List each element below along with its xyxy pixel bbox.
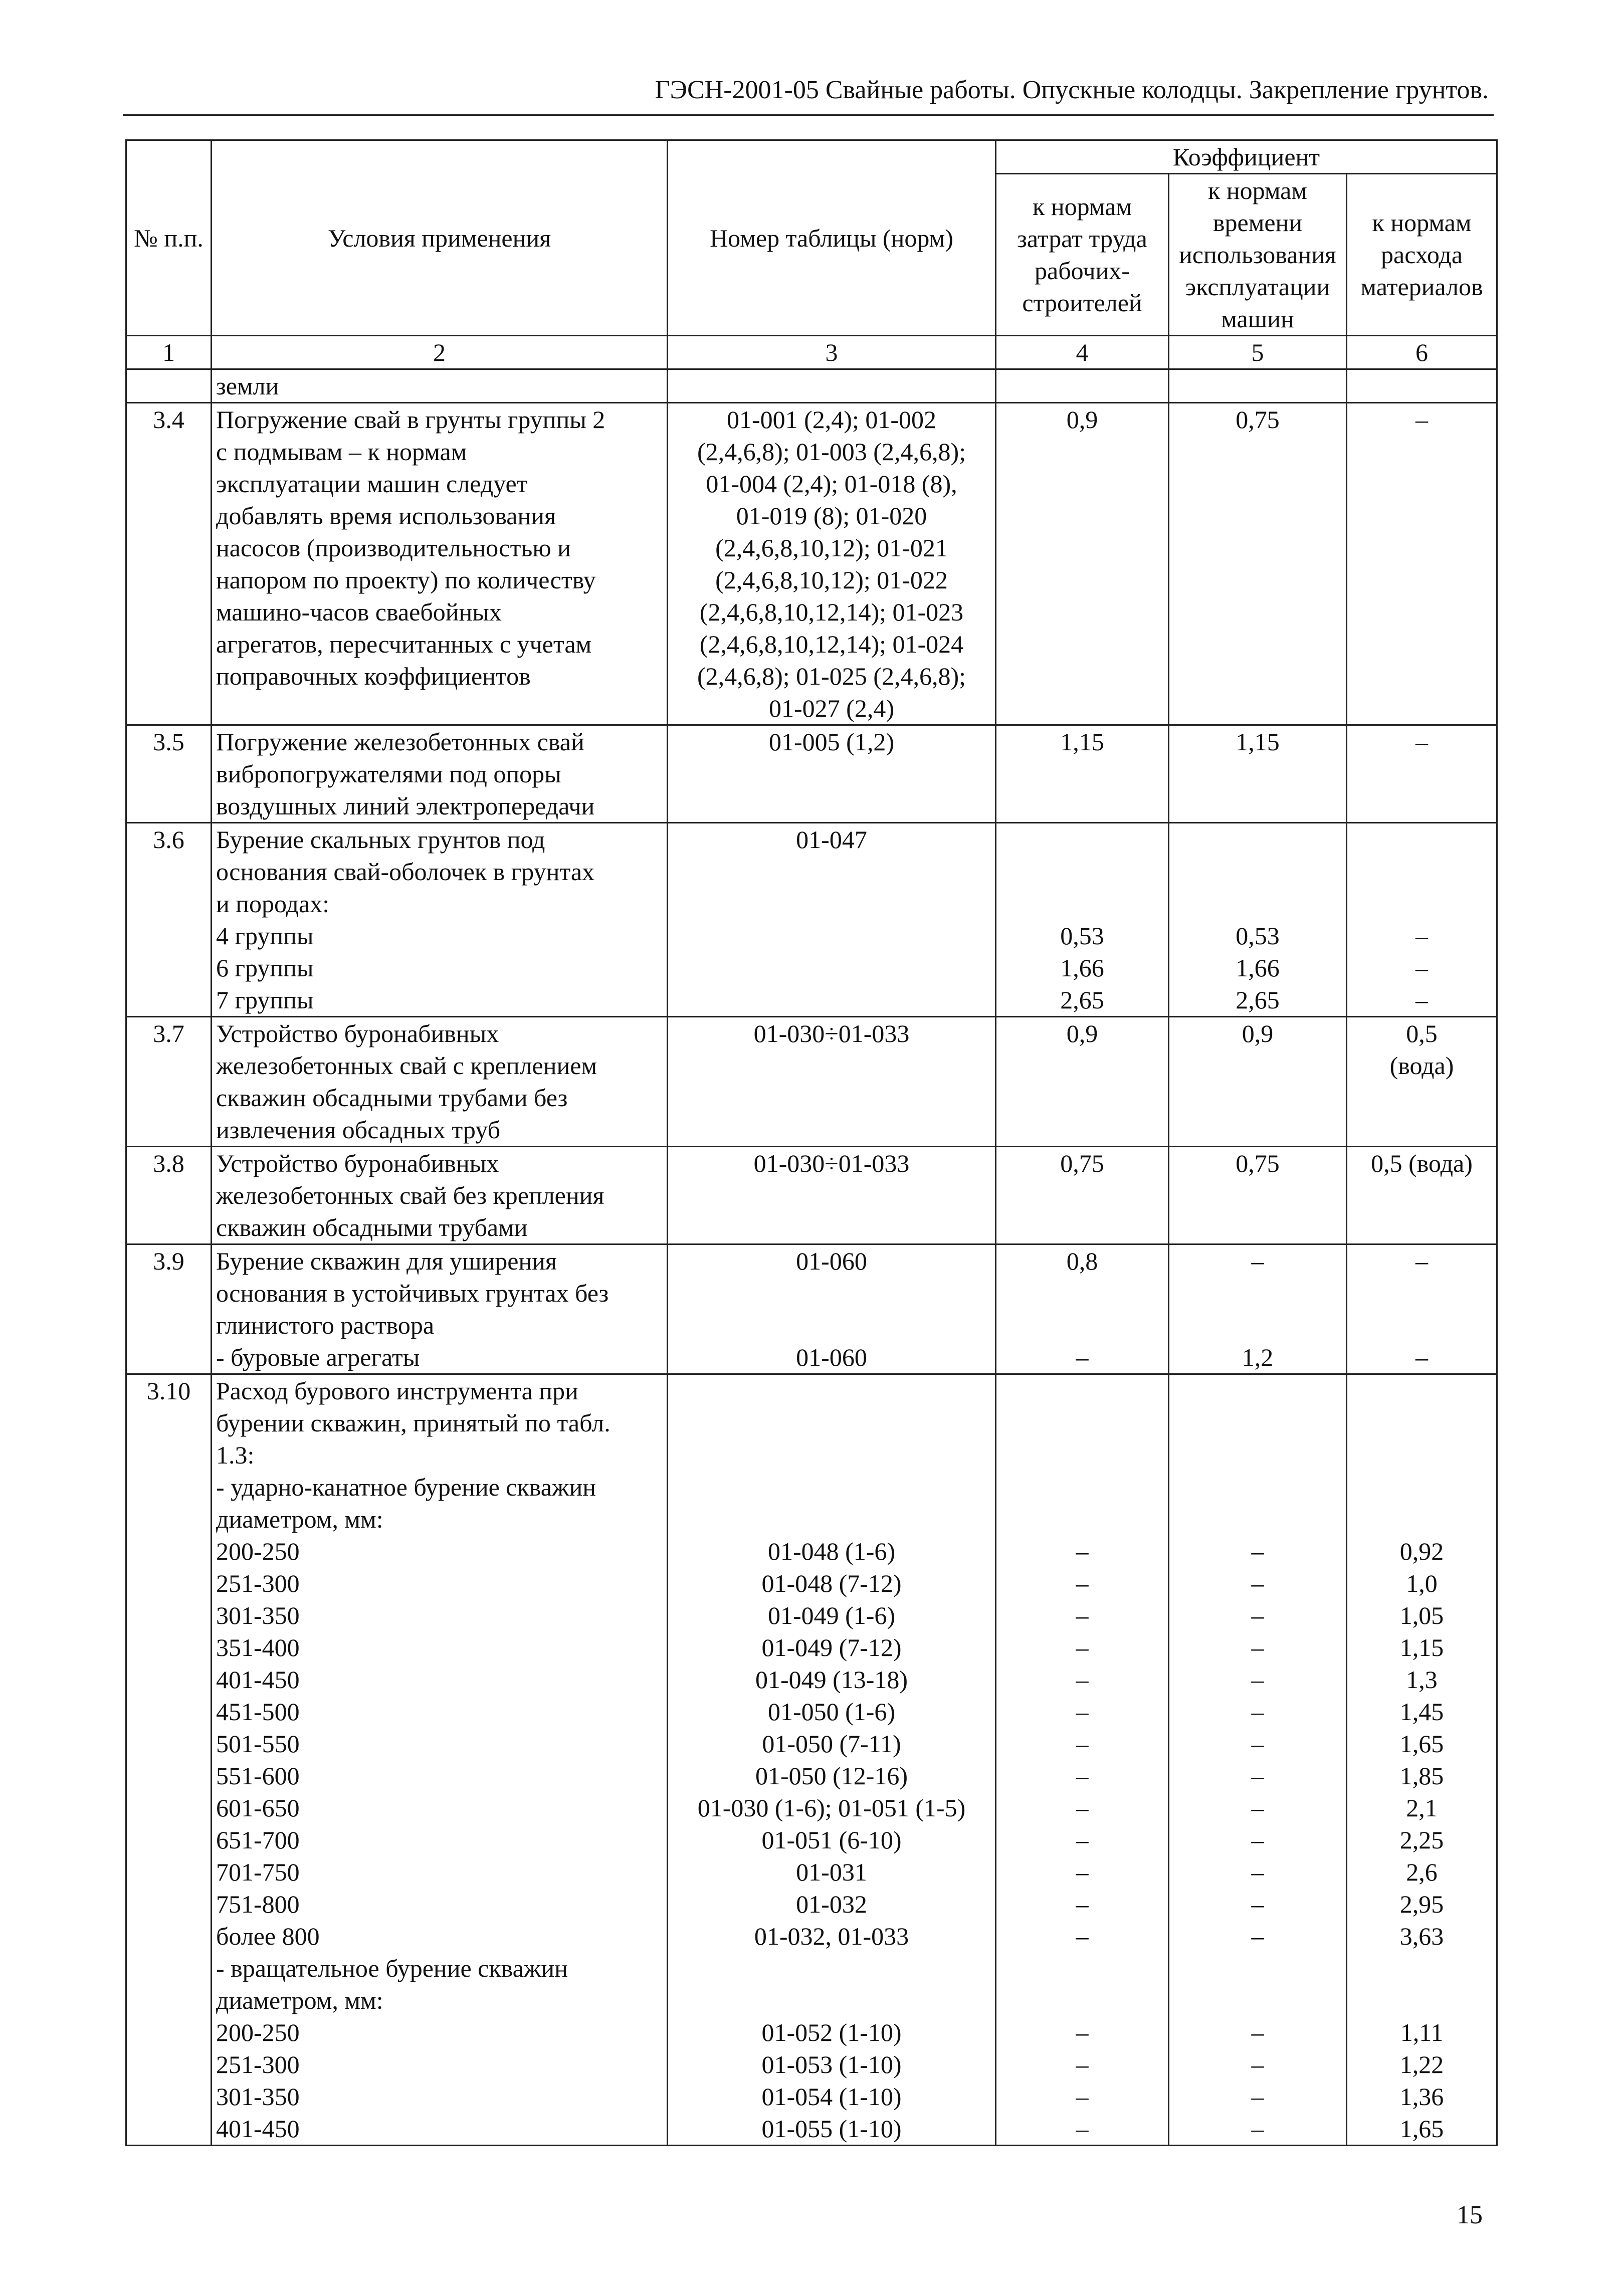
coef-materials: 1,11 (1400, 2018, 1444, 2046)
coef-machine-time: – (1251, 1633, 1264, 1661)
coef-labor: 0,53 (1060, 922, 1104, 950)
table-ref-cell (668, 725, 996, 823)
column-number: 5 (1169, 336, 1347, 369)
coef-labor (1000, 1439, 1164, 1471)
coef-materials (1351, 1309, 1492, 1341)
table-ref: 01-049 (1-6) (767, 1601, 896, 1629)
condition-text: агрегатов, пересчитанных с учетам (216, 630, 592, 658)
coef-materials: 1,36 (1399, 2082, 1444, 2111)
coef-labor-cell (996, 369, 1169, 403)
coef-labor (1000, 888, 1164, 920)
header-labor: к нормам затрат труда рабочих-строителей (996, 174, 1169, 336)
coef-machine-time (1173, 370, 1342, 402)
table-ref: (2,4,6,8,10,12); 01-021 (715, 534, 948, 562)
coef-materials-cell (1347, 1374, 1497, 2146)
coef-machine-time-cell (1169, 369, 1347, 403)
coef-labor: 0,9 (1066, 405, 1098, 434)
condition-text: 200-250 (216, 2018, 300, 2046)
table-ref (672, 1407, 991, 1439)
coef-labor (1000, 1375, 1164, 1407)
coef-materials (1351, 1375, 1492, 1407)
table-row (126, 823, 1497, 1017)
header-table-number: Номер таблицы (норм) (668, 140, 996, 336)
condition-text: Погружение свай в грунты группы 2 (216, 405, 605, 434)
table-ref (672, 1375, 991, 1407)
table-ref (672, 1439, 991, 1471)
row-number-cell (126, 725, 212, 823)
table-ref: 01-032, 01-033 (754, 1922, 909, 1950)
table-ref: 01-001 (2,4); 01-002 (727, 405, 936, 434)
column-number: 2 (212, 336, 668, 369)
coef-materials (1351, 1471, 1492, 1503)
coef-materials (1351, 370, 1492, 402)
coef-labor-cell (996, 1374, 1169, 2146)
coef-machine-time (1173, 1984, 1342, 2016)
table-ref: 01-052 (1-10) (761, 2018, 902, 2046)
condition-text: 501-550 (216, 1730, 300, 1758)
coef-labor: – (1076, 1343, 1089, 1371)
condition-text: извлечения обсадных труб (216, 1116, 501, 1144)
coef-materials (1351, 1503, 1492, 1535)
table-ref: 01-051 (6-10) (761, 1826, 902, 1854)
coef-machine-time: – (1251, 1665, 1264, 1694)
table-ref: (2,4,6,8); 01-003 (2,4,6,8); (697, 438, 966, 466)
coef-labor (1000, 823, 1164, 856)
coef-materials: 1,65 (1399, 2115, 1444, 2143)
condition-text: и породах: (216, 890, 330, 918)
coef-materials: – (1415, 986, 1429, 1014)
coef-machine-time (1173, 823, 1342, 856)
coef-materials (1351, 888, 1492, 920)
table-ref: 01-050 (12-16) (755, 1762, 908, 1790)
coef-labor: 2,65 (1060, 986, 1104, 1014)
condition-text: основания в устойчивых грунтах без (216, 1279, 609, 1307)
condition-text: Устройство буронабивных (216, 1149, 499, 1177)
coef-labor-cell (996, 403, 1169, 725)
coef-materials: 0,5 (1406, 1019, 1438, 1048)
column-number: 4 (996, 336, 1169, 369)
coef-materials: 1,3 (1406, 1665, 1438, 1694)
table-ref: 01-027 (2,4) (769, 694, 894, 722)
coef-machine-time: – (1251, 1730, 1264, 1758)
coef-machine-time: 1,66 (1236, 954, 1280, 982)
table-ref-cell (668, 1374, 996, 2146)
coef-machine-time: – (1251, 1826, 1264, 1854)
table-ref: 01-048 (7-12) (761, 1569, 902, 1597)
coef-labor: – (1076, 1730, 1089, 1758)
table-row (126, 369, 1497, 403)
coef-materials (1351, 1984, 1492, 2016)
header-materials: к нормам расхода материалов (1347, 174, 1497, 336)
condition-text: 701-750 (216, 1858, 300, 1886)
coef-labor (1000, 370, 1164, 402)
row-number: 3.5 (153, 728, 184, 756)
coef-materials: 2,25 (1399, 1826, 1444, 1854)
coef-machine-time-cell (1169, 1374, 1347, 2146)
coef-labor-cell (996, 1147, 1169, 1244)
coef-materials-cell (1347, 403, 1497, 725)
row-number-cell (126, 1374, 212, 2146)
condition-text: добавлять время использования (216, 502, 556, 530)
table-row (126, 1017, 1497, 1147)
coef-labor (1000, 1407, 1164, 1439)
coef-machine-time-cell (1169, 1017, 1347, 1147)
table-ref: 01-053 (1-10) (761, 2050, 902, 2078)
coef-machine-time (1173, 1471, 1342, 1503)
coef-labor-cell (996, 1244, 1169, 1374)
condition-text: скважин обсадными трубами без (216, 1084, 568, 1112)
coef-machine-time: 0,75 (1236, 405, 1280, 434)
coef-materials: 2,95 (1399, 1890, 1444, 1918)
coef-materials: 0,92 (1399, 1537, 1444, 1565)
coef-materials (1351, 1407, 1492, 1439)
coef-materials (1351, 856, 1492, 888)
coef-materials-cell (1347, 1147, 1497, 1244)
condition-text: Бурение скальных грунтов под (216, 825, 545, 854)
coef-labor: 1,66 (1060, 954, 1104, 982)
condition-text: 751-800 (216, 1890, 300, 1918)
coef-materials: 1,15 (1399, 1633, 1444, 1661)
table-ref-cell (668, 1147, 996, 1244)
table-row (126, 403, 1497, 725)
condition-text: глинистого раствора (216, 1311, 435, 1339)
coef-machine-time (1173, 1952, 1342, 1984)
coef-labor: – (1076, 1698, 1089, 1726)
header-divider (123, 114, 1494, 116)
column-number-row (126, 336, 1497, 369)
coef-machine-time (1173, 888, 1342, 920)
coef-labor (1000, 1984, 1164, 2016)
coef-machine-time (1173, 1309, 1342, 1341)
coef-materials-cell (1347, 1017, 1497, 1147)
coef-labor: – (1076, 1569, 1089, 1597)
row-number: 3.8 (153, 1149, 184, 1177)
condition-text-cell (212, 1374, 668, 2146)
coef-machine-time: 1,2 (1242, 1343, 1274, 1371)
condition-text: 4 группы (216, 922, 314, 950)
table-ref (672, 1309, 991, 1341)
table-ref: 01-032 (796, 1890, 867, 1918)
table-ref: 01-005 (1,2) (769, 728, 894, 756)
condition-text: вибропогружателями под опоры (216, 760, 561, 788)
coef-machine-time: – (1251, 2115, 1264, 2143)
coef-materials-cell (1347, 369, 1497, 403)
coef-machine-time-cell (1169, 823, 1347, 1017)
coef-machine-time: – (1251, 1537, 1264, 1565)
condition-text: земли (216, 372, 279, 400)
coef-machine-time: – (1251, 1762, 1264, 1790)
table-ref: (2,4,6,8); 01-025 (2,4,6,8); (697, 662, 966, 690)
table-ref (672, 1277, 991, 1309)
condition-text-cell (212, 725, 668, 823)
coef-materials (1351, 1952, 1492, 1984)
condition-text: воздушных линий электропередачи (216, 792, 595, 820)
condition-text: 7 группы (216, 986, 314, 1014)
table-row (126, 1244, 1497, 1374)
header-machine-time: к нормам времени использования эксплуатации машин (1169, 174, 1347, 336)
condition-text: Устройство буронабивных (216, 1019, 499, 1048)
condition-text: 351-400 (216, 1633, 300, 1661)
table-row (126, 725, 1497, 823)
coef-materials-cell (1347, 823, 1497, 1017)
coef-labor (1000, 1309, 1164, 1341)
condition-text-cell (212, 369, 668, 403)
column-number: 6 (1347, 336, 1497, 369)
condition-text: напором по проекту) по количеству (216, 566, 596, 594)
condition-text: - буровые агрегаты (216, 1343, 420, 1371)
coef-materials: 2,1 (1406, 1794, 1438, 1822)
coef-materials: – (1415, 954, 1429, 982)
condition-text: 200-250 (216, 1537, 300, 1565)
row-number-cell (126, 823, 212, 1017)
condition-text: более 800 (216, 1922, 320, 1950)
coef-machine-time: – (1251, 1922, 1264, 1950)
coef-materials (1351, 1439, 1492, 1471)
page-number: 15 (1457, 2201, 1483, 2229)
coef-machine-time: – (1251, 2082, 1264, 2111)
condition-text: 601-650 (216, 1794, 300, 1822)
coef-machine-time: – (1251, 1247, 1264, 1275)
coef-machine-time-cell (1169, 1147, 1347, 1244)
table-row (126, 1147, 1497, 1244)
condition-text: скважин обсадными трубами (216, 1213, 528, 1241)
coef-materials: – (1415, 1343, 1429, 1371)
row-number: 3.4 (153, 405, 184, 434)
table-ref: (2,4,6,8,10,12,14); 01-024 (699, 630, 964, 658)
coef-labor-cell (996, 823, 1169, 1017)
coef-machine-time: 2,65 (1236, 986, 1280, 1014)
table-ref-cell (668, 1017, 996, 1147)
coef-labor: – (1076, 1826, 1089, 1854)
condition-text: - вращательное бурение скважин (216, 1954, 568, 1982)
row-number-cell (126, 1244, 212, 1374)
coef-materials: 1,45 (1399, 1698, 1444, 1726)
coef-machine-time: – (1251, 2018, 1264, 2046)
table-ref-cell (668, 823, 996, 1017)
coef-machine-time (1173, 1503, 1342, 1535)
coef-materials: – (1415, 1247, 1429, 1275)
condition-text-cell (212, 403, 668, 725)
row-number-cell (126, 369, 212, 403)
table-ref: 01-047 (796, 825, 867, 854)
condition-text: 551-600 (216, 1762, 300, 1790)
coef-labor (1000, 856, 1164, 888)
condition-text: поправочных коэффициентов (216, 662, 531, 690)
coef-labor: – (1076, 1665, 1089, 1694)
coef-labor: – (1076, 1794, 1089, 1822)
coef-labor: – (1076, 2050, 1089, 2078)
condition-text: Погружение железобетонных свай (216, 728, 584, 756)
coef-labor: – (1076, 1922, 1089, 1950)
table-ref: 01-049 (7-12) (761, 1633, 902, 1661)
row-number-cell (126, 1147, 212, 1244)
table-ref (672, 1984, 991, 2016)
row-number: 3.9 (153, 1247, 184, 1275)
table-ref: (2,4,6,8,10,12,14); 01-023 (699, 598, 964, 626)
coef-materials (1351, 823, 1492, 856)
coef-materials: 1,0 (1406, 1569, 1438, 1597)
condition-text-cell (212, 1017, 668, 1147)
coef-machine-time: – (1251, 1890, 1264, 1918)
coef-materials: 1,65 (1399, 1730, 1444, 1758)
condition-text: - ударно-канатное бурение скважин (216, 1473, 596, 1501)
row-number: 3.10 (146, 1377, 191, 1405)
coef-machine-time (1173, 1439, 1342, 1471)
table-ref: 01-048 (1-6) (767, 1537, 896, 1565)
coef-materials (1351, 1277, 1492, 1309)
condition-text-cell (212, 1147, 668, 1244)
table-ref: 01-031 (796, 1858, 867, 1886)
condition-text: железобетонных свай без крепления (216, 1181, 604, 1209)
table-ref: 01-004 (2,4); 01-018 (8), (706, 470, 957, 498)
table-ref: (2,4,6,8,10,12); 01-022 (715, 566, 948, 594)
table-ref: 01-049 (13-18) (755, 1665, 908, 1694)
coef-machine-time: – (1251, 1601, 1264, 1629)
table-ref (672, 370, 991, 402)
coef-labor: – (1076, 1633, 1089, 1661)
condition-text: железобетонных свай с креплением (216, 1052, 597, 1080)
condition-text: 6 группы (216, 954, 314, 982)
coef-labor: – (1076, 1537, 1089, 1565)
coef-machine-time (1173, 1277, 1342, 1309)
condition-text: бурении скважин, принятый по табл. (216, 1409, 611, 1437)
table-ref: 01-030 (1-6); 01-051 (1-5) (697, 1794, 966, 1822)
coef-machine-time-cell (1169, 403, 1347, 725)
coef-machine-time: – (1251, 1698, 1264, 1726)
coef-machine-time (1173, 1407, 1342, 1439)
coef-labor (1000, 1952, 1164, 1984)
table-ref-cell (668, 1244, 996, 1374)
coef-machine-time: – (1251, 1569, 1264, 1597)
row-number: 3.6 (153, 825, 184, 854)
coef-labor: – (1076, 2018, 1089, 2046)
condition-text: 451-500 (216, 1698, 300, 1726)
coef-machine-time: – (1251, 2050, 1264, 2078)
condition-text-cell (212, 1244, 668, 1374)
column-number: 1 (126, 336, 212, 369)
condition-text: основания свай-оболочек в грунтах (216, 858, 595, 886)
coef-machine-time: 0,75 (1236, 1149, 1280, 1177)
table-body (126, 336, 1497, 2146)
coef-labor: 0,75 (1060, 1149, 1104, 1177)
row-number-cell (126, 403, 212, 725)
condition-text: диаметром, мм: (216, 1505, 383, 1533)
condition-text: Бурение скважин для уширения (216, 1247, 557, 1275)
coef-labor (1000, 1503, 1164, 1535)
coef-labor: 1,15 (1060, 728, 1104, 756)
coef-machine-time (1173, 856, 1342, 888)
coef-labor-cell (996, 725, 1169, 823)
table-ref: 01-060 (796, 1343, 867, 1371)
condition-text: 301-350 (216, 2082, 300, 2111)
condition-text: 251-300 (216, 2050, 300, 2078)
coef-materials: 2,6 (1406, 1858, 1438, 1886)
coef-labor (1000, 1471, 1164, 1503)
coef-materials: 1,05 (1399, 1601, 1444, 1629)
condition-text: 401-450 (216, 2115, 300, 2143)
row-number-cell (126, 1017, 212, 1147)
page-header-title: ГЭСН-2001-05 Свайные работы. Опускные колодцы. Закрепление грунтов. (655, 76, 1489, 104)
table-ref: 01-030÷01-033 (753, 1149, 910, 1177)
condition-text: насосов (производительностью и (216, 534, 571, 562)
coef-labor (1000, 1277, 1164, 1309)
row-number (131, 370, 207, 402)
coef-materials: 0,5 (вода) (1371, 1149, 1473, 1177)
coef-machine-time: – (1251, 1858, 1264, 1886)
coef-machine-time: – (1251, 1794, 1264, 1822)
coef-materials: – (1415, 405, 1429, 434)
coef-materials-cell (1347, 725, 1497, 823)
condition-text: 651-700 (216, 1826, 300, 1854)
condition-text: 251-300 (216, 1569, 300, 1597)
header-num: № п.п. (126, 140, 212, 336)
table-ref-cell (668, 369, 996, 403)
coef-labor: – (1076, 2082, 1089, 2111)
coef-labor: – (1076, 1890, 1089, 1918)
coef-materials: 3,63 (1399, 1922, 1444, 1950)
coef-labor: – (1076, 1762, 1089, 1790)
condition-text: с подмывам – к нормам (216, 438, 467, 466)
coef-labor: – (1076, 2115, 1089, 2143)
condition-text-cell (212, 823, 668, 1017)
table-ref: 01-030÷01-033 (753, 1019, 910, 1048)
coef-labor: – (1076, 1858, 1089, 1886)
condition-text: 301-350 (216, 1601, 300, 1629)
coef-labor: 0,9 (1066, 1019, 1098, 1048)
coef-materials-cell (1347, 1244, 1497, 1374)
coef-machine-time: 0,53 (1236, 922, 1280, 950)
condition-text: Расход бурового инструмента при (216, 1377, 578, 1405)
coef-labor-cell (996, 1017, 1169, 1147)
table-ref: 01-054 (1-10) (761, 2082, 902, 2111)
table-ref (672, 1952, 991, 1984)
row-number: 3.7 (153, 1019, 184, 1048)
column-number: 3 (668, 336, 996, 369)
table-ref-cell (668, 403, 996, 725)
coef-machine-time: 1,15 (1236, 728, 1280, 756)
coef-machine-time (1173, 1375, 1342, 1407)
coef-materials: 1,22 (1399, 2050, 1444, 2078)
table-row (126, 1374, 1497, 2146)
condition-text: машино-часов сваебойных (216, 598, 502, 626)
header-coefficient: Коэффициент (996, 140, 1497, 174)
coef-machine-time-cell (1169, 725, 1347, 823)
coef-materials: (вода) (1389, 1052, 1454, 1080)
coefficients-table (125, 139, 1498, 2146)
table-ref (672, 1503, 991, 1535)
table-ref: 01-060 (796, 1247, 867, 1275)
coef-machine-time-cell (1169, 1244, 1347, 1374)
table-ref: 01-050 (7-11) (762, 1730, 901, 1758)
coef-materials: – (1415, 728, 1429, 756)
header-conditions: Условия применения (212, 140, 668, 336)
coef-labor: – (1076, 1601, 1089, 1629)
table-ref (672, 1471, 991, 1503)
table-ref: 01-055 (1-10) (761, 2115, 902, 2143)
condition-text: эксплуатации машин следует (216, 470, 528, 498)
coef-labor: 0,8 (1066, 1247, 1098, 1275)
condition-text: диаметром, мм: (216, 1986, 383, 2014)
coef-materials: 1,85 (1399, 1762, 1444, 1790)
coef-materials: – (1415, 922, 1429, 950)
table-ref: 01-050 (1-6) (767, 1698, 896, 1726)
condition-text: 401-450 (216, 1665, 300, 1694)
coef-machine-time: 0,9 (1242, 1019, 1274, 1048)
table-ref: 01-019 (8); 01-020 (736, 502, 927, 530)
condition-text: 1.3: (216, 1441, 255, 1469)
